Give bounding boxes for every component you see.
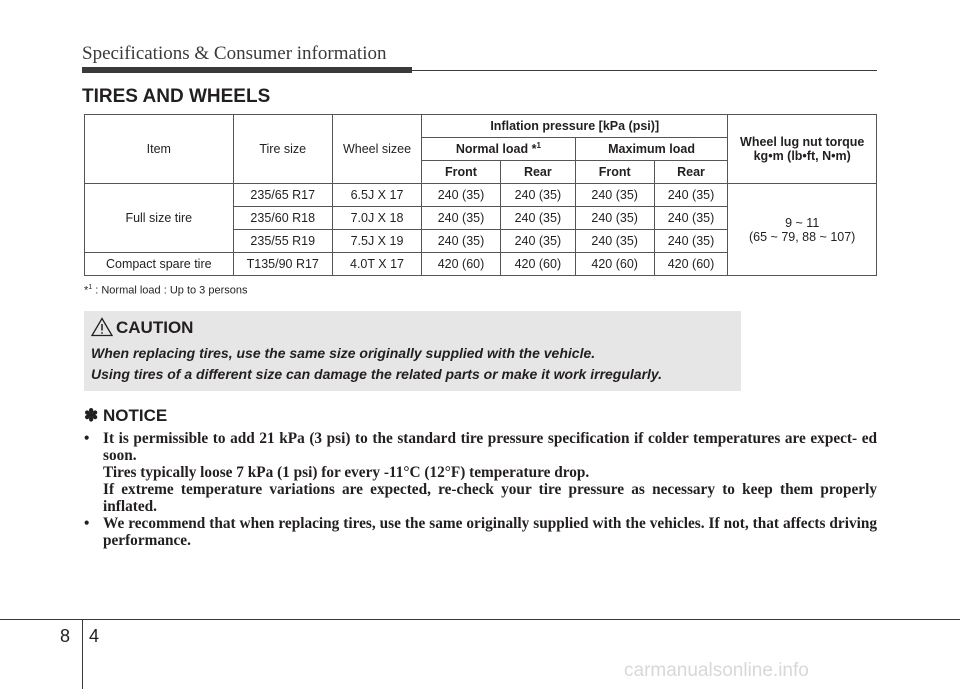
cell-tire-size: 235/55 R19 [233, 230, 332, 253]
cell-normal-front: 420 (60) [422, 253, 501, 276]
cell-max-rear: 240 (35) [654, 230, 728, 253]
tire-spec-table [84, 114, 877, 276]
cell-max-rear: 240 (35) [654, 184, 728, 207]
caution-line-1: When replacing tires, use the same size originally supplied with the vehicle. [91, 345, 596, 361]
cell-normal-rear: 240 (35) [500, 207, 575, 230]
warning-triangle-icon [91, 317, 113, 342]
header-normal-load: Normal load *$^1$ [422, 138, 576, 161]
cell-max-front: 240 (35) [575, 184, 654, 207]
notice-item-2: We recommend that when replacing tires, use the same originally supplied with the vehicles. If not, that affects driving performance. [103, 515, 877, 549]
page-chapter-number: 8 [60, 626, 71, 646]
cell-max-front: 240 (35) [575, 207, 654, 230]
header-maximum-load: Maximum load [575, 138, 728, 161]
header-max-rear: Rear [654, 161, 728, 184]
header-lug-torque [728, 115, 877, 184]
header-lug-torque-line2: kg•m (lb•ft, N•m) [753, 149, 851, 163]
cell-wheel-size: 6.5J X 17 [332, 184, 421, 207]
notice-list [84, 430, 877, 549]
list-item [84, 515, 877, 549]
cell-normal-front: 240 (35) [422, 207, 501, 230]
page-number: 4 [89, 626, 100, 646]
list-item [84, 430, 877, 515]
bullet: • [84, 515, 90, 532]
section-title: TIRES AND WHEELS [82, 86, 271, 107]
header-tire-size: Tire size [233, 115, 332, 184]
notice-item-1-line-3: If extreme temperature variations are expected, re-check your tire pressure as necessary to keep them properly inflated. [103, 481, 877, 515]
cell-normal-rear: 240 (35) [500, 230, 575, 253]
cell-normal-front: 240 (35) [422, 230, 501, 253]
cell-tire-size: 235/65 R17 [233, 184, 332, 207]
table-header-row [85, 115, 877, 138]
cell-tire-size: T135/90 R17 [233, 253, 332, 276]
lug-torque-line1: 9 ~ 11 [785, 215, 820, 230]
bullet: • [84, 430, 90, 447]
cell-normal-rear: 240 (35) [500, 184, 575, 207]
header-normal-rear: Rear [500, 161, 575, 184]
cell-max-rear: 420 (60) [654, 253, 728, 276]
lug-torque-value [728, 184, 877, 276]
footer-rule [0, 619, 960, 620]
header-rule [412, 70, 877, 71]
cell-wheel-size: 7.5J X 19 [332, 230, 421, 253]
lug-torque-line2: (65 ~ 79, 88 ~ 107) [749, 229, 856, 244]
header-wheel-size: Wheel sizee [332, 115, 421, 184]
table-row [85, 184, 877, 207]
header-lug-torque-line1: Wheel lug nut torque [740, 135, 865, 149]
caution-text [91, 343, 662, 385]
table-footnote: *$^1$ : Normal load : Up to 3 persons [84, 284, 248, 297]
full-size-tire-label: Full size tire [85, 184, 234, 253]
header-normal-front: Front [422, 161, 501, 184]
cell-wheel-size: 7.0J X 18 [332, 207, 421, 230]
cell-tire-size: 235/60 R18 [233, 207, 332, 230]
cell-wheel-size: 4.0T X 17 [332, 253, 421, 276]
header-item: Item [85, 115, 234, 184]
header-bar [82, 67, 412, 73]
header-max-front: Front [575, 161, 654, 184]
header-inflation-pressure: Inflation pressure [kPa (psi)] [422, 115, 728, 138]
notice-item-1-line-2: Tires typically loose 7 kPa (1 psi) for every -11°C (12°F) temperature drop. [103, 464, 590, 481]
cell-normal-front: 240 (35) [422, 184, 501, 207]
caution-box [84, 311, 741, 391]
cell-normal-rear: 420 (60) [500, 253, 575, 276]
watermark: carmanualsonline.info [624, 660, 809, 681]
caution-line-2: Using tires of a different size can damage the related parts or make it work irregularly. [91, 366, 663, 382]
page-header-title: Specifications & Consumer information [82, 43, 387, 64]
spare-tire-label: Compact spare tire [85, 253, 234, 276]
notice-title: ✽ NOTICE [84, 406, 168, 425]
notice-item-1-line-1: It is permissible to add 21 kPa (3 psi) to the standard tire pressure specification if colder temperatures are expect- ed soon. [103, 430, 877, 464]
cell-max-front: 420 (60) [575, 253, 654, 276]
footer-divider [82, 620, 83, 689]
cell-max-front: 240 (35) [575, 230, 654, 253]
cell-max-rear: 240 (35) [654, 207, 728, 230]
caution-title: CAUTION [116, 318, 194, 337]
